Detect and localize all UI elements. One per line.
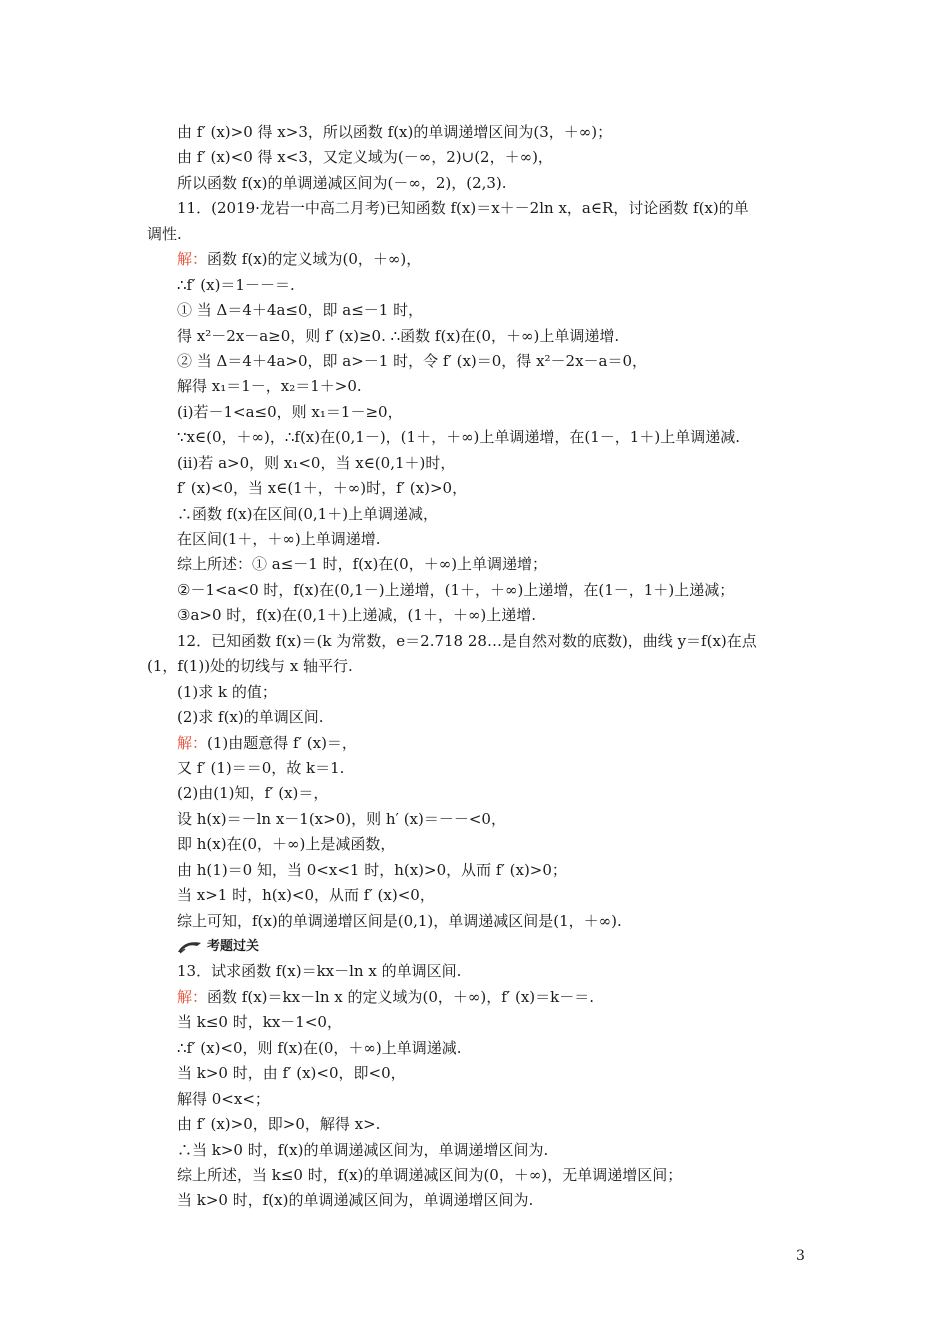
text-line <box>0 451 950 476</box>
text-line <box>0 502 950 527</box>
text-line <box>0 578 950 603</box>
line-text: 当 k≤0 时，kx－1<0， <box>177 1013 342 1032</box>
line-text: (2)求 f(x)的单调区间. <box>177 708 324 727</box>
text-line <box>0 832 950 857</box>
line-text: 函数 f(x)的定义域为(0，＋∞)， <box>207 250 422 269</box>
text-line <box>0 552 950 577</box>
line-text: ∴f′ (x)＝1－－＝. <box>177 275 295 294</box>
content-lines <box>0 120 950 1214</box>
text-line <box>0 120 950 145</box>
page-number: 3 <box>796 1248 805 1264</box>
line-text: 在区间(1＋，＋∞)上单调递增. <box>177 530 381 548</box>
continuation-line <box>0 654 950 679</box>
text-line <box>0 1138 950 1163</box>
line-text: ∵x∈(0，＋∞)，∴f(x)在(0,1－)，(1＋，＋∞)上单调递增，在(1－，1＋)上单调递减. <box>177 428 740 447</box>
text-line <box>0 756 950 781</box>
line-text: (1)由题意得 f′ (x)＝， <box>207 733 357 752</box>
line-text: 又 f′ (1)＝＝0，故 k＝1. <box>177 758 345 777</box>
line-text: (ⅱ)若 a>0，则 x₁<0，当 x∈(0,1＋)时， <box>177 453 456 472</box>
line-text: 得 x²－2x－a≥0，则 f′ (x)≥0. ∴函数 f(x)在(0，＋∞)上单调递增. <box>177 326 620 345</box>
answer-label: 解： <box>177 987 208 1006</box>
text-line <box>0 476 950 501</box>
line-text: (1)求 k 的值； <box>177 682 277 701</box>
pen-swoosh-icon <box>177 940 203 954</box>
text-line <box>0 171 950 196</box>
line-text: 设 h(x)＝－ln x－1(x>0)，则 h′ (x)＝－－<0， <box>177 809 506 828</box>
problem-line <box>0 629 950 654</box>
line-text: 所以函数 f(x)的单调递减区间为(－∞，2)，(2,3). <box>177 173 507 192</box>
line-text: 当 k>0 时，由 f′ (x)<0，即<0， <box>177 1064 406 1083</box>
line-text: 13．试求函数 f(x)＝kx－ln x 的单调区间. <box>177 962 462 981</box>
text-line <box>0 1163 950 1188</box>
line-text: ②－1<a<0 时，f(x)在(0,1－)上递增，(1＋，＋∞)上递增，在(1－，1＋)上递减； <box>177 580 735 599</box>
text-line <box>0 298 950 323</box>
line-text: (ⅰ)若－1<a≤0，则 x₁＝1－≥0， <box>177 402 403 421</box>
text-line <box>0 324 950 349</box>
text-line <box>0 985 950 1010</box>
line-text: 函数 f(x)＝kx－ln x 的定义域为(0，＋∞)，f′ (x)＝k－＝. <box>207 987 594 1006</box>
text-line <box>0 349 950 374</box>
text-line <box>0 959 950 984</box>
text-line <box>0 425 950 450</box>
line-text: ① 当 Δ＝4＋4a≤0，即 a≤－1 时， <box>177 301 424 320</box>
text-line <box>0 374 950 399</box>
text-line <box>0 883 950 908</box>
text-line <box>0 1010 950 1035</box>
line-text: 12．已知函数 f(x)＝(k 为常数，e＝2.718 28…是自然对数的底数)，曲线 y＝f(x)在点 <box>177 631 757 650</box>
line-text: 综上所述，当 k≤0 时，f(x)的单调递减区间为(0，＋∞)，无单调递增区间； <box>177 1165 683 1184</box>
line-text: ② 当 Δ＝4＋4a>0，即 a>－1 时，令 f′ (x)＝0，得 x²－2x－a＝0， <box>177 351 648 370</box>
text-line <box>0 807 950 832</box>
line-text: 11．(2019·龙岩一中高二月考)已知函数 f(x)＝x＋－2ln x，a∈R，讨论函数 f(x)的单 <box>177 199 749 218</box>
line-text: ∴f′ (x)<0，则 f(x)在(0，＋∞)上单调递减. <box>177 1038 462 1057</box>
text-line <box>0 145 950 170</box>
line-text: 当 x>1 时，h(x)<0，从而 f′ (x)<0， <box>177 886 435 905</box>
line-text: (1，f(1))处的切线与 x 轴平行. <box>147 657 353 676</box>
line-text: 解得 x₁＝1－，x₂＝1＋>0. <box>177 377 362 396</box>
line-text: 由 f′ (x)<0 得 x<3，又定义域为(－∞，2)∪(2，＋∞)， <box>177 148 553 167</box>
text-line <box>0 1036 950 1061</box>
line-text: 综上所述：① a≤－1 时，f(x)在(0，＋∞)上单调递增； <box>177 555 548 574</box>
text-line <box>0 1188 950 1213</box>
line-text: ∴函数 f(x)在区间(0,1＋)上单调递减， <box>177 504 439 523</box>
text-line <box>0 705 950 730</box>
line-text: ∴当 k>0 时，f(x)的单调递减区间为，单调递增区间为. <box>177 1140 549 1159</box>
text-line <box>0 527 950 552</box>
text-line <box>0 781 950 806</box>
answer-label: 解： <box>177 733 208 752</box>
text-line <box>0 680 950 705</box>
section-title: 考题过关 <box>207 939 260 954</box>
line-text: 由 f′ (x)>0 得 x>3，所以函数 f(x)的单调递增区间为(3，＋∞)； <box>177 123 613 141</box>
line-text: 即 h(x)在(0，＋∞)上是减函数， <box>177 835 396 854</box>
line-text: 调性. <box>147 224 182 243</box>
line-text: 解得 0<x<； <box>177 1089 270 1108</box>
continuation-line <box>0 222 950 247</box>
text-line <box>0 731 950 756</box>
text-line <box>0 603 950 628</box>
text-line <box>0 1112 950 1137</box>
line-text: 由 h(1)＝0 知，当 0<x<1 时，h(x)>0，从而 f′ (x)>0； <box>177 860 567 879</box>
text-line <box>0 1061 950 1086</box>
line-text: (2)由(1)知，f′ (x)＝， <box>177 784 329 803</box>
line-text: ③a>0 时，f(x)在(0,1＋)上递减，(1＋，＋∞)上递增. <box>177 606 537 625</box>
text-line <box>0 909 950 934</box>
text-line <box>0 400 950 425</box>
problem-line <box>0 196 950 221</box>
line-text: 当 k>0 时，f(x)的单调递减区间为，单调递增区间为. <box>177 1191 534 1210</box>
line-text: 综上可知，f(x)的单调递增区间是(0,1)，单调递减区间是(1，＋∞). <box>177 911 622 930</box>
line-text: f′ (x)<0，当 x∈(1＋，＋∞)时，f′ (x)>0， <box>177 479 468 498</box>
text-line <box>0 273 950 298</box>
text-line <box>0 1087 950 1112</box>
line-text: 由 f′ (x)>0，即>0，解得 x>. <box>177 1115 381 1134</box>
answer-label: 解： <box>177 250 208 269</box>
text-line <box>0 858 950 883</box>
text-line <box>0 247 950 272</box>
section-header <box>0 934 950 959</box>
